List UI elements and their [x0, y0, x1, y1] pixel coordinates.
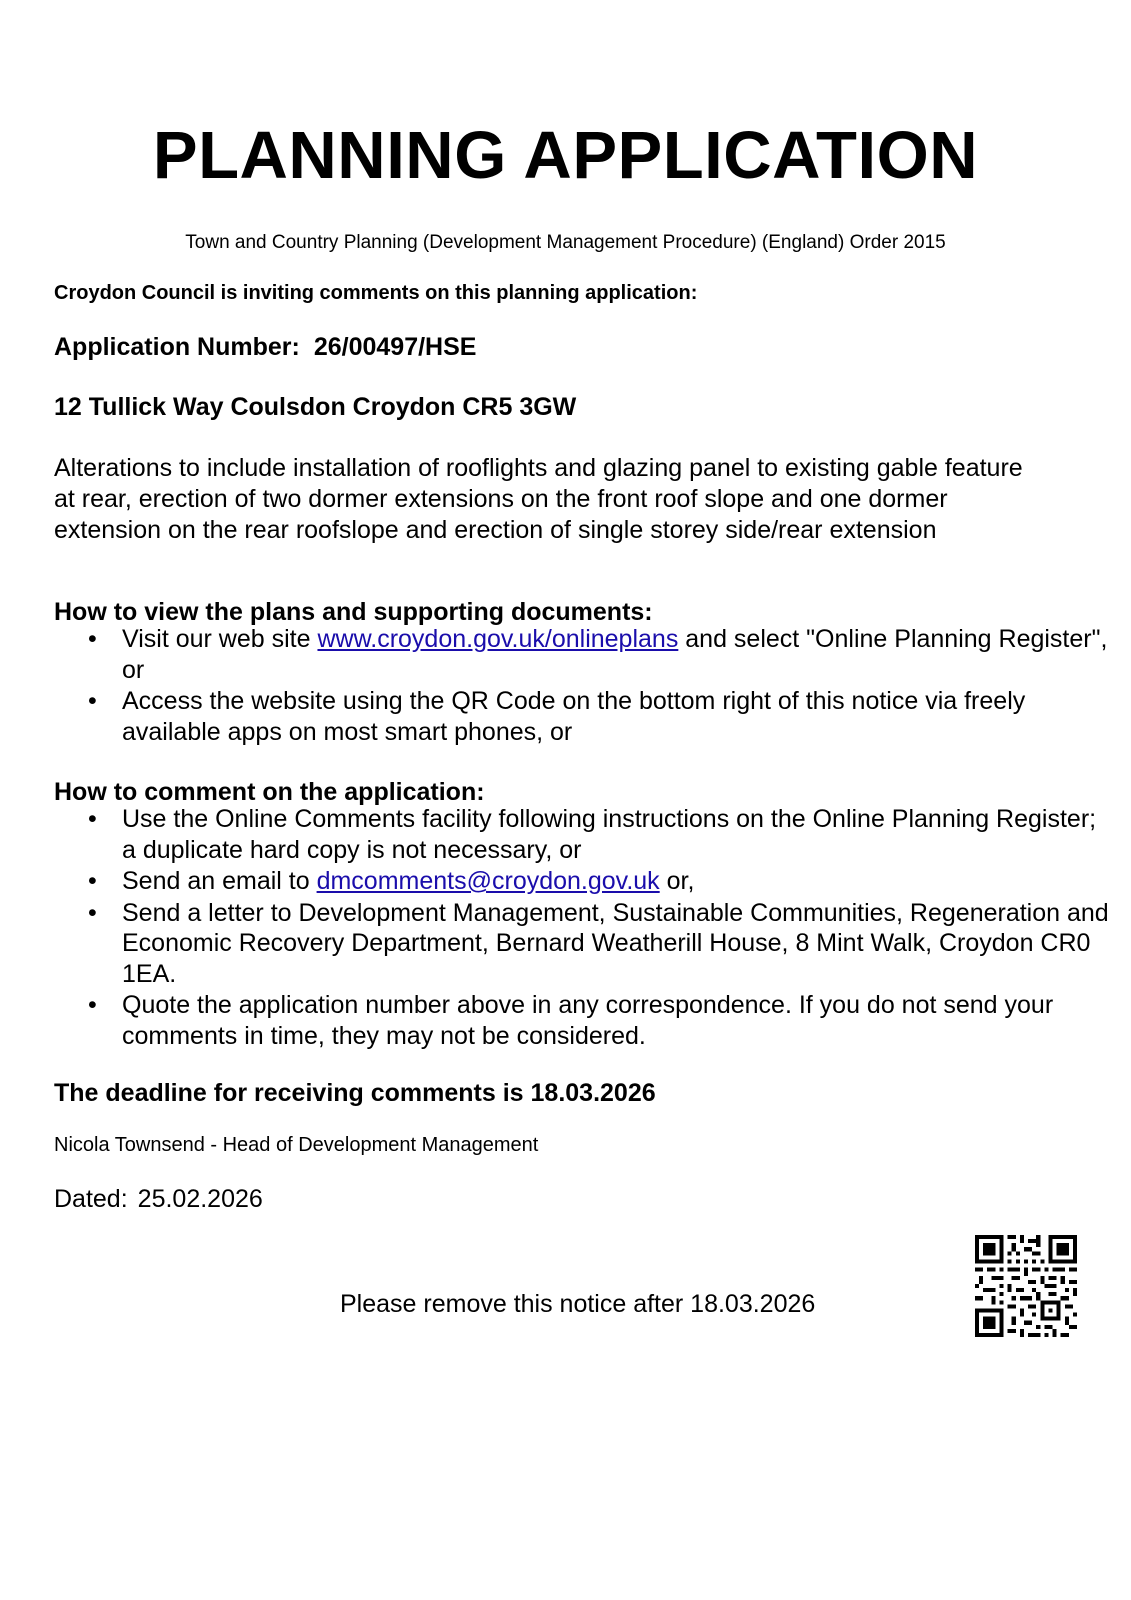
remove-notice: Please remove this notice after 18.03.2026: [340, 1290, 816, 1318]
bullet: •: [88, 991, 97, 1019]
view-plans-heading: How to view the plans and supporting documents:: [54, 598, 653, 626]
dated-value: 25.02.2026: [137, 1185, 263, 1213]
list-item-text: and select "Online Planning Register", or: [122, 625, 1108, 684]
list-item-text: Use the Online Comments facility following instructions on the Online Planning Register; a duplicate hard copy is not necessary, or: [122, 805, 1097, 864]
comment-list: [54, 803, 1112, 1051]
bullet: •: [88, 625, 97, 653]
list-item: [54, 624, 1112, 685]
list-item: [54, 804, 1112, 865]
proposal-description: Alterations to include installation of rooflights and glazing panel to existing gable feature at rear, erection of two dormer extensions on the front roof slope and one dormer extension on the rear roofslope and erection of single storey side/rear extension: [54, 454, 1023, 544]
comment-heading: How to comment on the application:: [54, 778, 485, 806]
page-title: PLANNING APPLICATION: [152, 118, 979, 193]
deadline-text: The deadline for receiving comments is 18.03.2026: [54, 1079, 656, 1107]
dated-line: [54, 1185, 263, 1214]
application-number-label: Application Number:: [54, 333, 300, 361]
list-item-text: Visit our web site: [122, 625, 318, 653]
intro-text: Croydon Council is inviting comments on this planning application:: [54, 282, 698, 304]
list-item: [54, 898, 1112, 990]
bullet: •: [88, 687, 97, 715]
list-item-text: Quote the application number above in any correspondence. If you do not send your comments in time, they may not be considered.: [122, 991, 1054, 1050]
legislation-subtitle: Town and Country Planning (Development Management Procedure) (England) Order 2015: [185, 232, 946, 253]
qr-code-icon: [975, 1235, 1077, 1337]
list-item-text: Access the website using the QR Code on the bottom right of this notice via freely available apps on most smart phones, or: [122, 687, 1026, 746]
list-item-text: Send an email to: [122, 867, 317, 895]
list-item: [54, 866, 1112, 897]
email-link[interactable]: dmcomments@croydon.gov.uk: [316, 867, 660, 895]
site-address: 12 Tullick Way Coulsdon Croydon CR5 3GW: [54, 393, 577, 421]
list-item-text: or,: [659, 867, 695, 895]
online-plans-link[interactable]: www.croydon.gov.uk/onlineplans: [317, 625, 679, 653]
list-item-text: Send a letter to Development Management, Sustainable Communities, Regeneration and Economic Recovery Department, Bernard Weatherill House, 8 Mint Walk, Croydon CR0 1EA.: [122, 898, 1109, 988]
bullet: •: [88, 898, 97, 927]
application-number-line: [54, 333, 476, 362]
view-plans-list: [54, 623, 1112, 747]
dated-label: Dated:: [54, 1185, 128, 1213]
signatory: Nicola Townsend - Head of Development Management: [54, 1134, 539, 1156]
bullet: •: [88, 867, 97, 895]
list-item: [54, 990, 1112, 1051]
list-item: [54, 686, 1112, 747]
bullet: •: [88, 805, 97, 833]
application-number: 26/00497/HSE: [313, 333, 477, 361]
